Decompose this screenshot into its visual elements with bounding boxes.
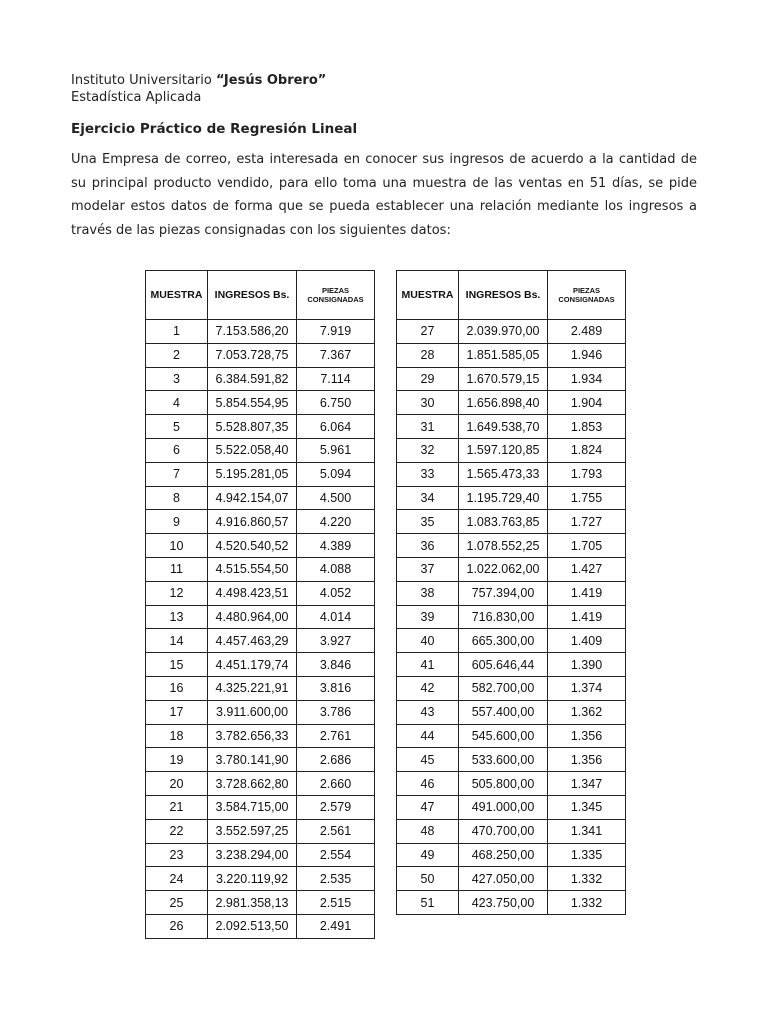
cell-piezas: 2.579	[297, 795, 375, 819]
table-row	[146, 843, 375, 867]
cell-muestra: 39	[397, 605, 459, 629]
cell-muestra: 24	[146, 867, 208, 891]
cell-ingresos: 665.300,00	[459, 629, 548, 653]
cell-piezas: 1.824	[548, 438, 626, 462]
cell-muestra: 49	[397, 843, 459, 867]
cell-ingresos: 1.649.538,70	[459, 415, 548, 439]
cell-ingresos: 716.830,00	[459, 605, 548, 629]
cell-ingresos: 4.325.221,91	[208, 676, 297, 700]
cell-piezas: 2.554	[297, 843, 375, 867]
table-row	[397, 819, 626, 843]
table-row	[146, 343, 375, 367]
table-row	[146, 748, 375, 772]
table-row	[397, 629, 626, 653]
cell-muestra: 33	[397, 462, 459, 486]
cell-ingresos: 5.854.554,95	[208, 391, 297, 415]
cell-piezas: 1.946	[548, 343, 626, 367]
cell-ingresos: 5.522.058,40	[208, 438, 297, 462]
cell-piezas: 1.705	[548, 534, 626, 558]
cell-piezas: 3.846	[297, 653, 375, 677]
table-row	[146, 581, 375, 605]
cell-ingresos: 3.728.662,80	[208, 772, 297, 796]
cell-ingresos: 3.782.656,33	[208, 724, 297, 748]
cell-ingresos: 3.911.600,00	[208, 700, 297, 724]
cell-muestra: 30	[397, 391, 459, 415]
cell-ingresos: 470.700,00	[459, 819, 548, 843]
table-row	[397, 486, 626, 510]
cell-piezas: 4.389	[297, 534, 375, 558]
cell-ingresos: 505.800,00	[459, 772, 548, 796]
cell-ingresos: 1.597.120,85	[459, 438, 548, 462]
cell-muestra: 10	[146, 534, 208, 558]
intro-paragraph: Una Empresa de correo, esta interesada en conocer sus ingresos de acuerdo a la cantidad de su principal producto vendido, para ello toma una muestra de las ventas en 51 días, se pide modelar estos datos de forma que se pueda establecer una relación mediante los ingresos a través de las piezas consignadas con los siguientes datos:	[71, 152, 697, 238]
cell-piezas: 5.961	[297, 438, 375, 462]
cell-ingresos: 1.078.552,25	[459, 534, 548, 558]
table-row	[397, 700, 626, 724]
cell-muestra: 11	[146, 557, 208, 581]
table-row	[397, 843, 626, 867]
table-row	[397, 772, 626, 796]
table-row	[146, 391, 375, 415]
cell-piezas: 2.515	[297, 891, 375, 915]
table-header-row	[146, 271, 375, 320]
column-header-ingresos: INGRESOS Bs.	[459, 271, 548, 320]
cell-ingresos: 4.520.540,52	[208, 534, 297, 558]
cell-muestra: 40	[397, 629, 459, 653]
cell-muestra: 45	[397, 748, 459, 772]
cell-muestra: 42	[397, 676, 459, 700]
cell-piezas: 1.332	[548, 867, 626, 891]
cell-piezas: 2.491	[297, 914, 375, 938]
cell-muestra: 20	[146, 772, 208, 796]
cell-piezas: 4.500	[297, 486, 375, 510]
cell-muestra: 7	[146, 462, 208, 486]
table-row	[397, 581, 626, 605]
table-row	[397, 724, 626, 748]
cell-ingresos: 468.250,00	[459, 843, 548, 867]
cell-piezas: 1.362	[548, 700, 626, 724]
cell-piezas: 2.561	[297, 819, 375, 843]
cell-muestra: 8	[146, 486, 208, 510]
cell-ingresos: 2.039.970,00	[459, 320, 548, 344]
cell-piezas: 2.686	[297, 748, 375, 772]
cell-muestra: 43	[397, 700, 459, 724]
cell-ingresos: 1.851.585,05	[459, 343, 548, 367]
cell-ingresos: 533.600,00	[459, 748, 548, 772]
cell-ingresos: 4.498.423,51	[208, 581, 297, 605]
table-row	[397, 653, 626, 677]
table-row	[146, 891, 375, 915]
table-row	[146, 724, 375, 748]
table-row	[146, 653, 375, 677]
cell-muestra: 47	[397, 795, 459, 819]
data-table-left	[145, 270, 375, 939]
cell-ingresos: 1.083.763,85	[459, 510, 548, 534]
table-row	[397, 320, 626, 344]
cell-piezas: 1.419	[548, 581, 626, 605]
table-row	[397, 438, 626, 462]
cell-ingresos: 4.480.964,00	[208, 605, 297, 629]
table-row	[146, 867, 375, 891]
table-row	[397, 748, 626, 772]
cell-piezas: 2.535	[297, 867, 375, 891]
table-row	[397, 557, 626, 581]
cell-ingresos: 757.394,00	[459, 581, 548, 605]
exercise-title: Ejercicio Práctico de Regresión Lineal	[71, 121, 358, 137]
table-row	[146, 819, 375, 843]
cell-ingresos: 2.981.358,13	[208, 891, 297, 915]
table-row	[146, 914, 375, 938]
cell-piezas: 4.014	[297, 605, 375, 629]
cell-muestra: 5	[146, 415, 208, 439]
cell-muestra: 48	[397, 819, 459, 843]
cell-piezas: 1.335	[548, 843, 626, 867]
cell-ingresos: 3.238.294,00	[208, 843, 297, 867]
cell-piezas: 3.927	[297, 629, 375, 653]
table-row	[397, 891, 626, 915]
cell-muestra: 29	[397, 367, 459, 391]
cell-muestra: 1	[146, 320, 208, 344]
column-header-piezas: PIEZAS CONSIGNADAS	[548, 271, 626, 320]
table-row	[397, 867, 626, 891]
cell-muestra: 36	[397, 534, 459, 558]
cell-ingresos: 582.700,00	[459, 676, 548, 700]
table-row	[146, 772, 375, 796]
cell-piezas: 1.356	[548, 748, 626, 772]
cell-muestra: 26	[146, 914, 208, 938]
table-row	[146, 795, 375, 819]
cell-muestra: 16	[146, 676, 208, 700]
cell-muestra: 31	[397, 415, 459, 439]
cell-piezas: 7.114	[297, 367, 375, 391]
cell-ingresos: 1.022.062,00	[459, 557, 548, 581]
table-row	[146, 676, 375, 700]
cell-ingresos: 7.053.728,75	[208, 343, 297, 367]
cell-muestra: 14	[146, 629, 208, 653]
institution-line	[71, 72, 326, 89]
cell-piezas: 1.934	[548, 367, 626, 391]
cell-muestra: 19	[146, 748, 208, 772]
course-name: Estadística Aplicada	[71, 90, 202, 105]
cell-piezas: 1.356	[548, 724, 626, 748]
cell-piezas: 4.052	[297, 581, 375, 605]
cell-piezas: 4.088	[297, 557, 375, 581]
cell-muestra: 28	[397, 343, 459, 367]
table-row	[146, 629, 375, 653]
cell-ingresos: 4.457.463,29	[208, 629, 297, 653]
cell-muestra: 37	[397, 557, 459, 581]
cell-muestra: 18	[146, 724, 208, 748]
cell-ingresos: 3.220.119,92	[208, 867, 297, 891]
table-row	[146, 510, 375, 534]
cell-ingresos: 4.451.179,74	[208, 653, 297, 677]
cell-muestra: 12	[146, 581, 208, 605]
cell-piezas: 1.390	[548, 653, 626, 677]
cell-muestra: 46	[397, 772, 459, 796]
cell-ingresos: 7.153.586,20	[208, 320, 297, 344]
cell-muestra: 15	[146, 653, 208, 677]
cell-muestra: 32	[397, 438, 459, 462]
table-row	[146, 557, 375, 581]
cell-ingresos: 1.670.579,15	[459, 367, 548, 391]
cell-piezas: 1.727	[548, 510, 626, 534]
table-row	[146, 605, 375, 629]
cell-muestra: 13	[146, 605, 208, 629]
cell-ingresos: 5.528.807,35	[208, 415, 297, 439]
table-row	[397, 462, 626, 486]
cell-piezas: 6.064	[297, 415, 375, 439]
cell-ingresos: 6.384.591,82	[208, 367, 297, 391]
cell-ingresos: 3.552.597,25	[208, 819, 297, 843]
table-row	[397, 391, 626, 415]
cell-ingresos: 491.000,00	[459, 795, 548, 819]
cell-ingresos: 1.195.729,40	[459, 486, 548, 510]
cell-piezas: 3.816	[297, 676, 375, 700]
cell-piezas: 7.367	[297, 343, 375, 367]
cell-piezas: 1.419	[548, 605, 626, 629]
cell-piezas: 7.919	[297, 320, 375, 344]
cell-piezas: 3.786	[297, 700, 375, 724]
cell-muestra: 34	[397, 486, 459, 510]
table-row	[146, 320, 375, 344]
table-row	[146, 534, 375, 558]
table-row	[146, 415, 375, 439]
table-row	[397, 605, 626, 629]
institution-prefix: Instituto Universitario	[71, 73, 216, 88]
table-row	[146, 486, 375, 510]
cell-piezas: 1.904	[548, 391, 626, 415]
column-header-muestra: MUESTRA	[397, 271, 459, 320]
table-row	[397, 534, 626, 558]
cell-ingresos: 4.942.154,07	[208, 486, 297, 510]
cell-muestra: 2	[146, 343, 208, 367]
cell-ingresos: 427.050,00	[459, 867, 548, 891]
cell-muestra: 35	[397, 510, 459, 534]
cell-piezas: 1.427	[548, 557, 626, 581]
table-row	[397, 795, 626, 819]
table-row	[397, 415, 626, 439]
cell-ingresos: 545.600,00	[459, 724, 548, 748]
cell-ingresos: 605.646,44	[459, 653, 548, 677]
cell-piezas: 1.409	[548, 629, 626, 653]
cell-ingresos: 3.584.715,00	[208, 795, 297, 819]
cell-piezas: 2.761	[297, 724, 375, 748]
cell-muestra: 44	[397, 724, 459, 748]
data-table-right	[396, 270, 626, 915]
cell-piezas: 1.793	[548, 462, 626, 486]
cell-muestra: 27	[397, 320, 459, 344]
column-header-muestra: MUESTRA	[146, 271, 208, 320]
column-header-piezas: PIEZAS CONSIGNADAS	[297, 271, 375, 320]
cell-muestra: 6	[146, 438, 208, 462]
cell-piezas: 2.489	[548, 320, 626, 344]
cell-piezas: 1.345	[548, 795, 626, 819]
cell-muestra: 22	[146, 819, 208, 843]
cell-muestra: 4	[146, 391, 208, 415]
cell-piezas: 2.660	[297, 772, 375, 796]
cell-ingresos: 4.515.554,50	[208, 557, 297, 581]
column-header-ingresos: INGRESOS Bs.	[208, 271, 297, 320]
cell-ingresos: 1.656.898,40	[459, 391, 548, 415]
cell-piezas: 6.750	[297, 391, 375, 415]
cell-muestra: 38	[397, 581, 459, 605]
cell-ingresos: 423.750,00	[459, 891, 548, 915]
cell-ingresos: 1.565.473,33	[459, 462, 548, 486]
table-row	[397, 343, 626, 367]
cell-piezas: 1.374	[548, 676, 626, 700]
cell-piezas: 5.094	[297, 462, 375, 486]
cell-muestra: 51	[397, 891, 459, 915]
cell-ingresos: 5.195.281,05	[208, 462, 297, 486]
cell-piezas: 1.332	[548, 891, 626, 915]
cell-ingresos: 4.916.860,57	[208, 510, 297, 534]
table-row	[397, 510, 626, 534]
cell-ingresos: 557.400,00	[459, 700, 548, 724]
document-header	[71, 72, 326, 106]
institution-name: “Jesús Obrero”	[215, 73, 327, 88]
cell-muestra: 50	[397, 867, 459, 891]
cell-muestra: 17	[146, 700, 208, 724]
cell-muestra: 9	[146, 510, 208, 534]
cell-ingresos: 2.092.513,50	[208, 914, 297, 938]
cell-muestra: 23	[146, 843, 208, 867]
table-row	[146, 438, 375, 462]
table-header-row	[397, 271, 626, 320]
cell-piezas: 1.755	[548, 486, 626, 510]
cell-piezas: 4.220	[297, 510, 375, 534]
table-row	[146, 367, 375, 391]
cell-muestra: 3	[146, 367, 208, 391]
cell-piezas: 1.341	[548, 819, 626, 843]
cell-piezas: 1.347	[548, 772, 626, 796]
table-row	[146, 700, 375, 724]
cell-muestra: 21	[146, 795, 208, 819]
cell-muestra: 25	[146, 891, 208, 915]
cell-piezas: 1.853	[548, 415, 626, 439]
table-row	[397, 676, 626, 700]
cell-ingresos: 3.780.141,90	[208, 748, 297, 772]
table-row	[146, 462, 375, 486]
cell-muestra: 41	[397, 653, 459, 677]
table-row	[397, 367, 626, 391]
